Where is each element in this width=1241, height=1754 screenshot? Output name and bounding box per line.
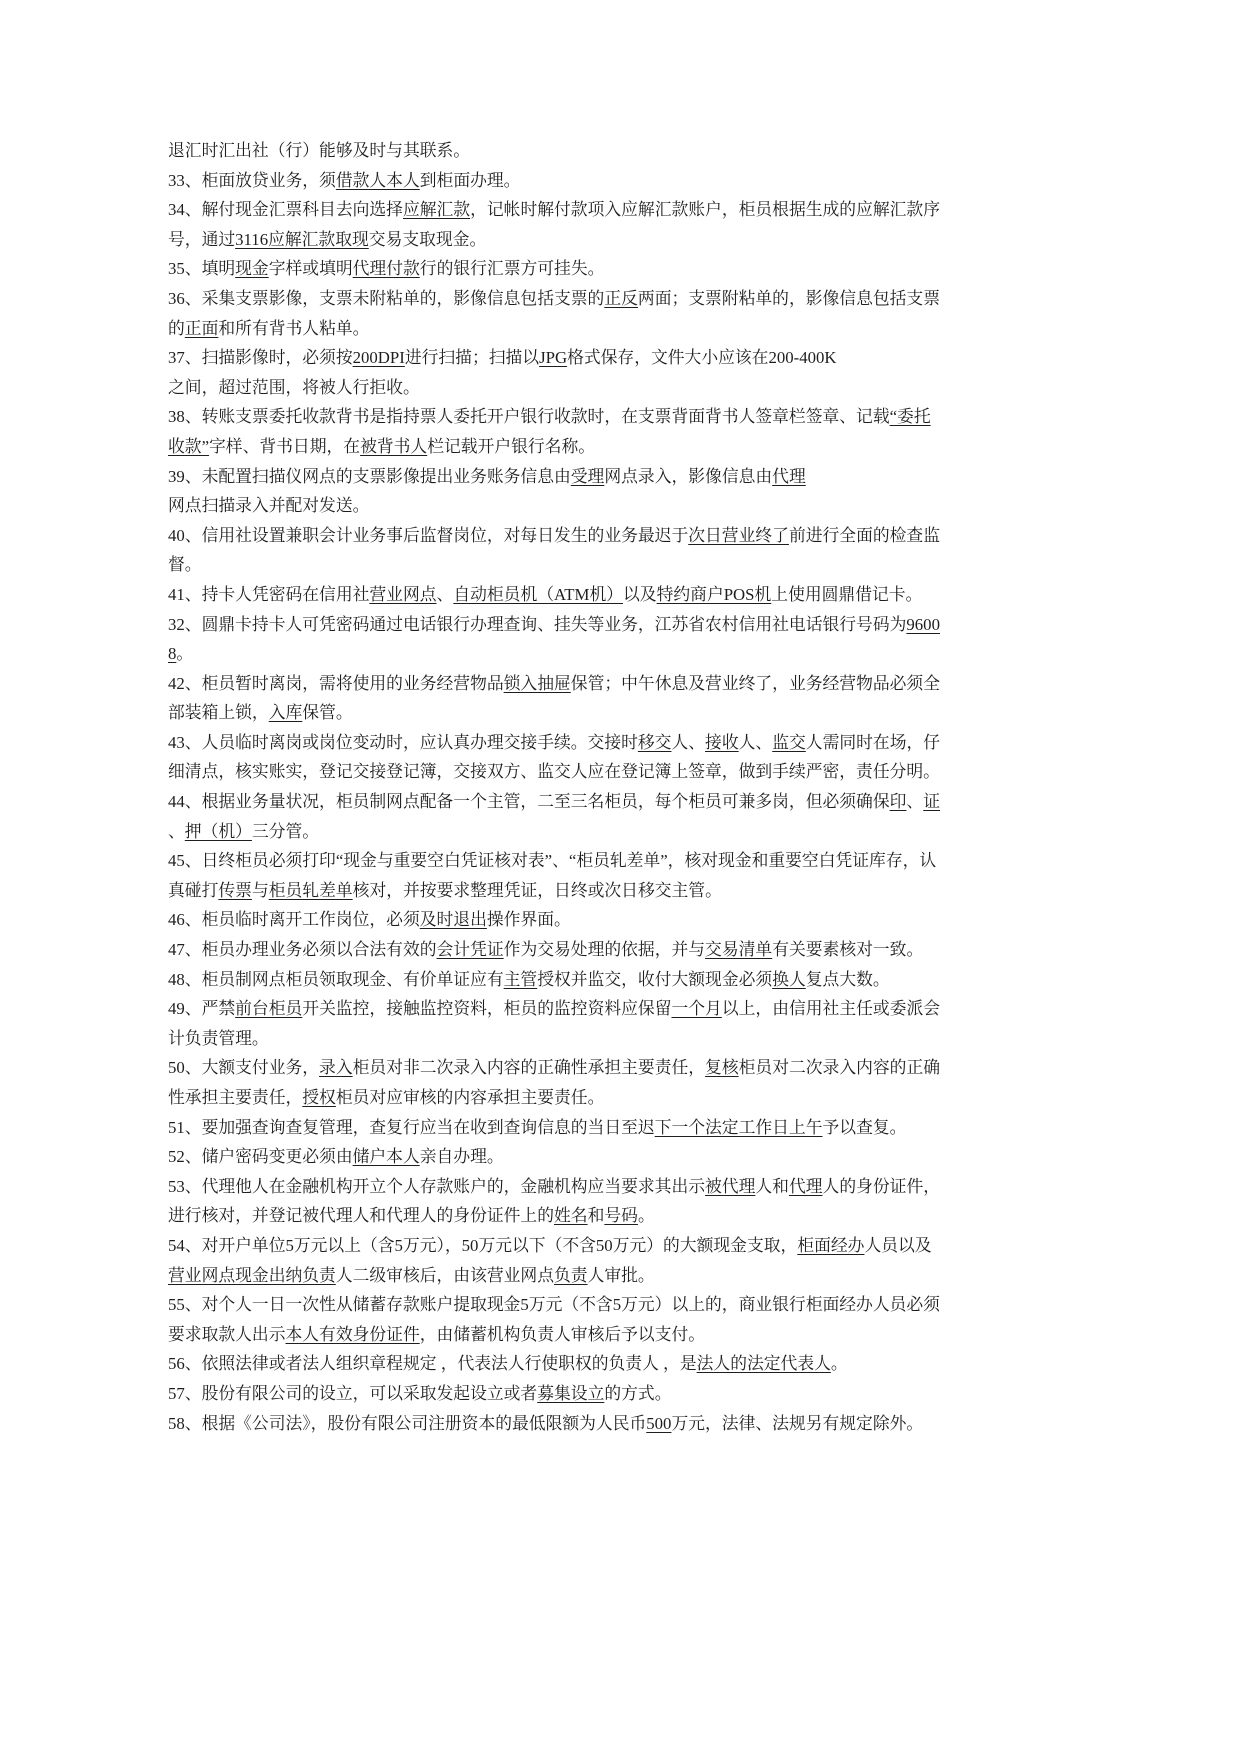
text-run: 到柜面办理。 xyxy=(419,170,521,190)
underlined-term: 传票 xyxy=(218,880,252,900)
text-line xyxy=(168,491,1068,521)
text-run: 36、采集支票影像，支票未附粘单的，影像信息包括支票的 xyxy=(168,288,605,308)
text-line xyxy=(168,284,1068,314)
text-run: 人、 xyxy=(671,732,706,752)
text-run: 字样、背书日期，在 xyxy=(209,436,361,456)
text-run: 人审批。 xyxy=(587,1265,655,1285)
text-run: 人和 xyxy=(755,1176,789,1196)
underlined-term: 锁入抽屉 xyxy=(503,673,571,693)
text-run: 56、依照法律或者法人组织章程规定 ，代表法人行使职权的负责人 ，是 xyxy=(168,1354,697,1374)
underlined-term: 200DPI xyxy=(352,348,405,368)
text-run: 40、信用社设置兼职会计业务事后监督岗位，对每日发生的业务最迟于 xyxy=(168,525,689,545)
underlined-term: 授权 xyxy=(302,1088,336,1107)
underlined-term: “委托 xyxy=(889,407,931,427)
underlined-term: 法人的法定代表人 xyxy=(696,1354,831,1374)
text-run: 以上，由信用社主任或委派会 xyxy=(721,999,941,1019)
underlined-term: 9600 xyxy=(906,614,940,634)
text-run: 字样或填明 xyxy=(268,259,353,279)
text-run: 49、严禁 xyxy=(168,999,236,1019)
underlined-term: 代理 xyxy=(788,1176,823,1196)
text-line xyxy=(168,1053,1068,1083)
text-line xyxy=(168,965,1068,995)
underlined-term: 监交 xyxy=(772,732,806,752)
text-run: 45、日终柜员必须打印“现金与重要空白凭证核对表”、“柜员轧差单”，核对现金和重要空白凭证库存，认 xyxy=(168,851,937,871)
text-run: 、 xyxy=(436,584,454,604)
text-run: 行的银行汇票方可挂失。 xyxy=(419,259,605,279)
underlined-term: 入库 xyxy=(268,703,303,723)
underlined-term: 负责 xyxy=(554,1265,588,1285)
underlined-term: 主管 xyxy=(503,969,538,989)
text-run: 作为交易处理的依据，并与 xyxy=(503,940,706,960)
underlined-term: 换人 xyxy=(772,969,806,989)
text-line xyxy=(168,1113,1068,1143)
underlined-term: 营业网点现金出纳负责 xyxy=(168,1265,336,1285)
text-line xyxy=(168,1142,1068,1172)
underlined-term: 代理 xyxy=(772,466,806,486)
text-run: 要求取款人出示 xyxy=(168,1324,286,1344)
text-run: 50、大额支付业务， xyxy=(168,1058,320,1078)
underlined-term: 证 xyxy=(923,792,940,812)
text-run: 保管；中午休息及营业终了，业务经营物品必须全 xyxy=(570,673,940,693)
underlined-term: 次日营业终了 xyxy=(688,525,789,545)
text-run: 51、要加强查询查复管理，查复行应当在收到查询信息的当日至迟 xyxy=(168,1117,655,1137)
underlined-term: 募集设立 xyxy=(537,1383,605,1403)
underlined-term: 代理付款 xyxy=(352,259,420,279)
text-line xyxy=(168,195,1068,225)
text-line xyxy=(168,314,1068,344)
underlined-term: 8 xyxy=(168,644,177,664)
text-run: 44、根据业务量状况，柜员制网点配备一个主管，二至三名柜员，每个柜员可兼多岗，但必须确保 xyxy=(168,792,890,812)
text-run: 计负责管理。 xyxy=(168,1028,269,1048)
text-run: 人需同时在场，仔 xyxy=(805,732,941,752)
text-line xyxy=(168,580,1068,610)
underlined-term: 录入 xyxy=(319,1058,353,1078)
text-run: 三分管。 xyxy=(251,821,320,841)
text-run: 部装箱上锁， xyxy=(168,703,269,723)
underlined-term: 现金 xyxy=(235,259,269,279)
text-run: 万元，法律、法规另有规定除外。 xyxy=(671,1413,924,1433)
text-run: 38、转账支票委托收款背书是指持票人委托开户银行收款时，在支票背面背书人签章栏签章、记载 xyxy=(168,407,890,427)
text-run: 开关监控，接触监控资料，柜员的监控资料应保留 xyxy=(302,999,672,1019)
text-run: 柜员对应审核的内容承担主要责任。 xyxy=(335,1088,605,1107)
underlined-term: 本人有效身份证件 xyxy=(285,1324,420,1344)
text-run: 网点录入，影像信息由 xyxy=(604,466,773,486)
text-run: 亲自办理。 xyxy=(419,1147,504,1167)
underlined-term: 受理 xyxy=(570,466,605,486)
underlined-term: 复核 xyxy=(705,1058,739,1078)
underlined-term: 被代理 xyxy=(705,1176,756,1196)
text-line xyxy=(168,1024,1068,1054)
text-line xyxy=(168,1261,1068,1291)
text-run: 性承担主要责任， xyxy=(168,1088,303,1107)
underlined-term: JPG xyxy=(539,348,568,368)
text-run: 号，通过 xyxy=(168,229,236,249)
underlined-term: 正面 xyxy=(184,318,219,338)
text-run: 与 xyxy=(251,880,269,900)
text-run: 34、解付现金汇票科目去向选择 xyxy=(168,200,403,220)
text-run: 保管。 xyxy=(302,703,353,723)
text-line xyxy=(168,166,1068,196)
underlined-term: 3116应解汇款取现 xyxy=(235,229,369,249)
text-run: 之间，超过范围，将被人行拒收。 xyxy=(168,377,420,397)
underlined-term: 押（机） xyxy=(184,821,252,841)
text-run: 以及 xyxy=(623,584,657,604)
underlined-term: 500 xyxy=(646,1413,672,1433)
text-run: 48、柜员制网点柜员领取现金、有价单证应有 xyxy=(168,969,504,989)
text-run: 、 xyxy=(906,792,924,812)
underlined-term: 柜面经办 xyxy=(797,1235,865,1255)
text-run: 47、柜员办理业务必须以合法有效的 xyxy=(168,940,437,960)
underlined-term: 特约商户POS机 xyxy=(656,584,772,604)
text-run: 42、柜员暂时离岗，需将使用的业务经营物品 xyxy=(168,673,504,693)
underlined-term: 交易清单 xyxy=(705,940,773,960)
text-run: 33、柜面放贷业务，须 xyxy=(168,170,336,190)
text-line xyxy=(168,1379,1068,1409)
text-run: 39、未配置扫描仪网点的支票影像提出业务账务信息由 xyxy=(168,466,571,486)
text-run: 37、扫描影像时，必须按 xyxy=(168,348,353,368)
underlined-term: 被背书人 xyxy=(360,436,428,456)
text-run: 退汇时汇出社（行）能够及时与其联系。 xyxy=(168,141,471,160)
text-run: 两面；支票附粘单的，影像信息包括支票 xyxy=(637,288,940,308)
text-run: 46、柜员临时离开工作岗位，必须 xyxy=(168,910,420,930)
text-line xyxy=(168,905,1068,935)
underlined-term: 前台柜员 xyxy=(235,999,303,1019)
text-run: ，记帐时解付款项入应解汇款账户，柜员根据生成的应解汇款序 xyxy=(470,200,940,220)
text-run: 复点大数。 xyxy=(805,969,890,989)
underlined-term: 号码 xyxy=(604,1206,638,1226)
underlined-term: 会计凭证 xyxy=(436,940,504,960)
text-run: 54、对开户单位5万元以上（含5万元），50万元以下（不含50万元）的大额现金支取， xyxy=(168,1235,798,1255)
text-run: 53、代理他人在金融机构开立个人存款账户的，金融机构应当要求其出示 xyxy=(168,1176,706,1196)
text-line xyxy=(168,787,1068,817)
text-run: 督。 xyxy=(168,555,202,575)
text-run: 人、 xyxy=(738,732,773,752)
text-line xyxy=(168,402,1068,432)
text-run: 栏记载开户银行名称。 xyxy=(427,436,596,456)
text-run: 有关要素核对一致。 xyxy=(772,940,924,960)
text-run: 。 xyxy=(176,644,194,664)
text-line xyxy=(168,1320,1068,1350)
text-run: 进行扫描；扫描以 xyxy=(404,348,540,368)
text-line xyxy=(168,1409,1068,1439)
text-run: 真碰打 xyxy=(168,880,219,900)
text-run: 前进行全面的检查监 xyxy=(788,525,940,545)
text-run: 予以查复。 xyxy=(822,1117,907,1137)
text-run: 、 xyxy=(168,821,185,841)
text-run: 授权并监交，收付大额现金必须 xyxy=(537,969,773,989)
text-line xyxy=(168,876,1068,906)
text-line xyxy=(168,1349,1068,1379)
text-run: 上使用圆鼎借记卡。 xyxy=(771,584,923,604)
text-run: 交易支取现金。 xyxy=(368,229,487,249)
text-run: 。 xyxy=(830,1354,848,1374)
underlined-term: 下一个法定工作日上午 xyxy=(654,1117,823,1137)
text-line xyxy=(168,757,1068,787)
text-run: 细清点，核实账实，登记交接登记簿，交接双方、监交人应在登记簿上签章，做到手续严密，责任分明。 xyxy=(168,762,940,782)
underlined-term: 及时退出 xyxy=(419,910,487,930)
underlined-term: 移交 xyxy=(637,732,672,752)
underlined-term: 正反 xyxy=(604,288,638,308)
text-run: 的方式。 xyxy=(604,1383,672,1403)
underlined-term: 柜员轧差单 xyxy=(268,880,353,900)
text-line xyxy=(168,462,1068,492)
text-line xyxy=(168,136,1068,166)
text-run: 人二级审核后，由该营业网点 xyxy=(335,1265,554,1285)
text-run: 43、人员临时离岗或岗位变动时，应认真办理交接手续。交接时 xyxy=(168,732,638,752)
text-run: 和 xyxy=(587,1206,605,1226)
text-line xyxy=(168,935,1068,965)
text-run: 55、对个人一日一次性从储蓄存款账户提取现金5万元（不含5万元）以上的，商业银行柜面经办人员必须 xyxy=(168,1295,940,1315)
text-line xyxy=(168,639,1068,669)
underlined-term: 储户本人 xyxy=(352,1147,420,1167)
document-body xyxy=(168,136,1068,1438)
text-run: 和所有背书人粘单。 xyxy=(218,318,370,338)
underlined-term: 姓名 xyxy=(553,1206,588,1226)
text-run: 人的身份证件， xyxy=(822,1176,941,1196)
text-run: 58、根据《公司法》，股份有限公司注册资本的最低限额为人民币 xyxy=(168,1413,647,1433)
text-line xyxy=(168,817,1068,847)
text-line xyxy=(168,994,1068,1024)
text-line xyxy=(168,1201,1068,1231)
text-line xyxy=(168,254,1068,284)
text-line xyxy=(168,610,1068,640)
text-line xyxy=(168,728,1068,758)
text-line xyxy=(168,1172,1068,1202)
text-run: 52、储户密码变更必须由 xyxy=(168,1147,353,1167)
text-run: 。 xyxy=(637,1206,655,1226)
text-line xyxy=(168,432,1068,462)
text-run: 41、持卡人凭密码在信用社 xyxy=(168,584,370,604)
text-line xyxy=(168,373,1068,403)
underlined-term: 印 xyxy=(889,792,907,812)
text-run: 操作界面。 xyxy=(486,910,571,930)
text-run: 35、填明 xyxy=(168,259,236,279)
text-run: 柜员对二次录入内容的正确 xyxy=(738,1058,941,1078)
text-line xyxy=(168,550,1068,580)
underlined-term: 自动柜员机（ATM机） xyxy=(453,584,624,604)
text-line xyxy=(168,698,1068,728)
text-line xyxy=(168,225,1068,255)
text-run: 32、圆鼎卡持卡人可凭密码通过电话银行办理查询、挂失等业务，江苏省农村信用社电话银行号码为 xyxy=(168,614,907,634)
text-run: 核对，并按要求整理凭证，日终或次日移交主管。 xyxy=(352,880,722,900)
text-line xyxy=(168,343,1068,373)
text-run: 人员以及 xyxy=(864,1235,932,1255)
underlined-term: 营业网点 xyxy=(369,584,437,604)
underlined-term: 收款” xyxy=(168,436,210,456)
text-line xyxy=(168,1083,1068,1113)
underlined-term: 借款人本人 xyxy=(335,170,420,190)
text-run: 的 xyxy=(168,318,185,338)
underlined-term: 接收 xyxy=(705,732,739,752)
text-line xyxy=(168,669,1068,699)
text-line xyxy=(168,521,1068,551)
text-run: 格式保存，文件大小应该在200-400K xyxy=(567,348,837,368)
text-line xyxy=(168,1231,1068,1261)
text-run: 柜员对非二次录入内容的正确性承担主要责任， xyxy=(352,1058,706,1078)
underlined-term: 一个月 xyxy=(671,999,722,1019)
text-run: ，由储蓄机构负责人审核后予以支付。 xyxy=(419,1324,706,1344)
text-line xyxy=(168,1290,1068,1320)
text-line xyxy=(168,846,1068,876)
underlined-term: 应解汇款 xyxy=(402,200,471,220)
text-run: 57、股份有限公司的设立，可以采取发起设立或者 xyxy=(168,1383,538,1403)
text-run: 网点扫描录入并配对发送。 xyxy=(168,496,370,516)
text-run: 进行核对，并登记被代理人和代理人的身份证件上的 xyxy=(168,1206,554,1226)
